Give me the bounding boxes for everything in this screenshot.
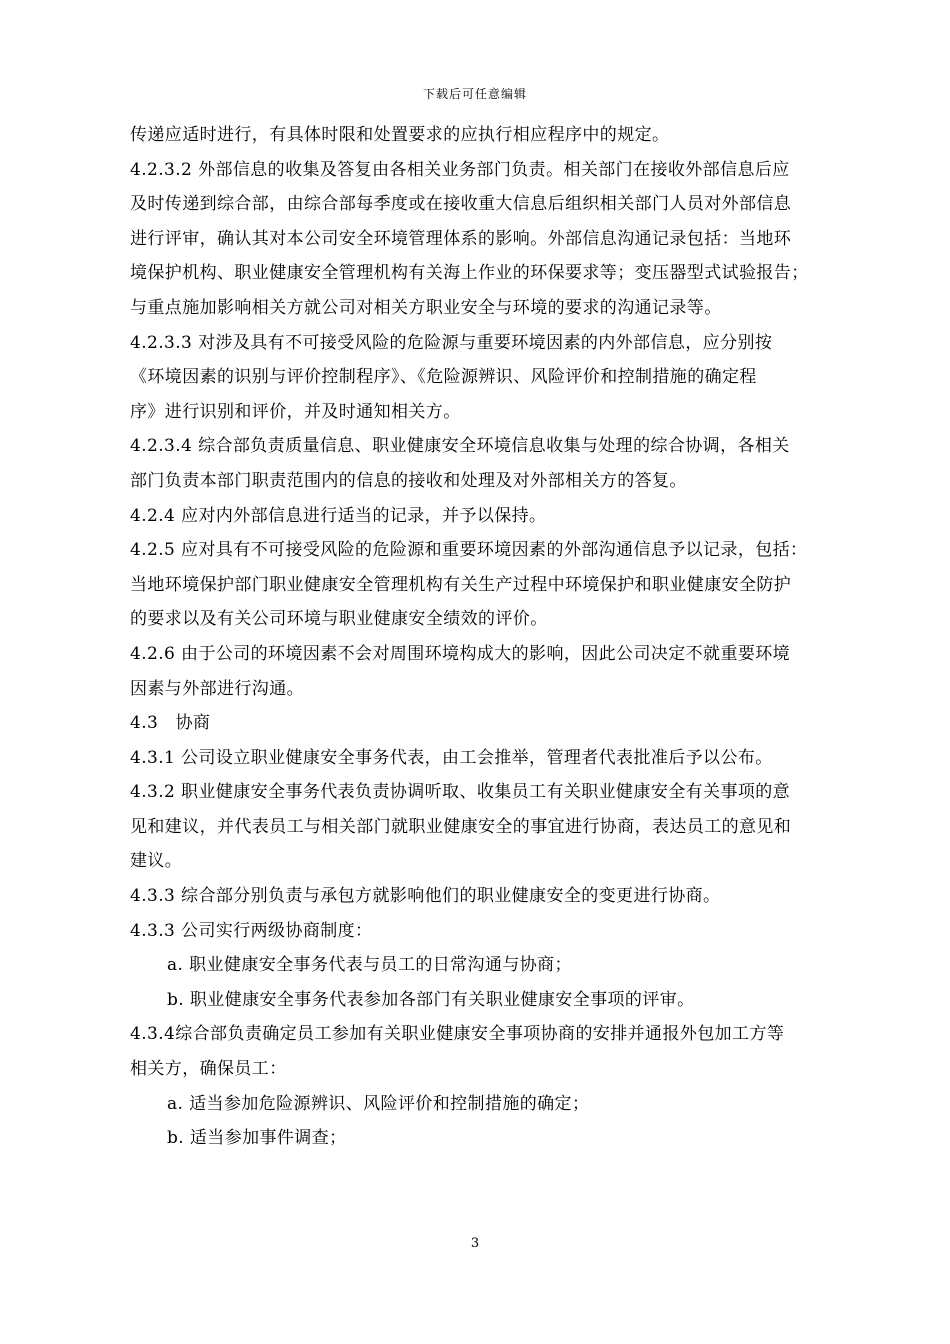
- list-item: b. 适当参加事件调查；: [167, 1128, 347, 1149]
- text-line: 与重点施加影响相关方就公司对相关方职业安全与环境的要求的沟通记录等。: [130, 297, 722, 318]
- list-item: a. 职业健康安全事务代表与员工的日常沟通与协商；: [167, 955, 572, 976]
- text-line: 《环境因素的识别与评价控制程序》、《危险源辨识、风险评价和控制措施的确定程: [130, 367, 757, 388]
- text-line: 4.2.3.2 外部信息的收集及答复由各相关业务部门负责。相关部门在接收外部信息后应: [130, 159, 790, 180]
- text-line: 4.3.4综合部负责确定员工参加有关职业健康安全事项协商的安排并通报外包加工方等: [130, 1024, 785, 1045]
- page-header: 下载后可任意编辑: [422, 87, 527, 101]
- text-line: 4.3.3 公司实行两级协商制度：: [130, 920, 373, 941]
- text-line: 4.3.3 综合部分别负责与承包方就影响他们的职业健康安全的变更进行协商。: [130, 886, 721, 907]
- text-line: 4.2.3.3 对涉及具有不可接受风险的危险源与重要环境因素的内外部信息，应分别按: [130, 332, 773, 353]
- text-line: 相关方，确保员工：: [130, 1059, 287, 1080]
- text-line: 当地环境保护部门职业健康安全管理机构有关生产过程中环境保护和职业健康安全防护: [130, 574, 792, 595]
- list-item: a. 适当参加危险源辨识、风险评价和控制措施的确定；: [167, 1093, 590, 1114]
- text-line: 建议。: [130, 851, 183, 872]
- text-line: 及时传递到综合部，由综合部每季度或在接收重大信息后组织相关部门人员对外部信息: [130, 194, 792, 215]
- text-line: 传递应适时进行，有具体时限和处置要求的应执行相应程序中的规定。: [130, 125, 670, 145]
- text-line: 4.3.2 职业健康安全事务代表负责协调听取、收集员工有关职业健康安全有关事项的意: [130, 782, 791, 803]
- text-line: 的要求以及有关公司环境与职业健康安全绩效的评价。: [130, 609, 548, 630]
- text-line: 4.2.5 应对具有不可接受风险的危险源和重要环境因素的外部沟通信息予以记录，包括：: [130, 540, 808, 561]
- text-line: 进行评审，确认其对本公司安全环境管理体系的影响。外部信息沟通记录包括：当地环: [130, 228, 792, 249]
- text-line: 4.2.3.4 综合部负责质量信息、职业健康安全环境信息收集与处理的综合协调，各相关: [130, 436, 790, 457]
- page-number: 3: [470, 1236, 480, 1251]
- text-line: 4.3.1 公司设立职业健康安全事务代表，由工会推举，管理者代表批准后予以公布。: [130, 747, 773, 768]
- text-line: 部门负责本部门职责范围内的信息的接收和处理及对外部相关方的答复。: [130, 470, 687, 491]
- text-line: 4.2.4 应对内外部信息进行适当的记录，并予以保持。: [130, 505, 547, 526]
- section-heading: 4.3 协商: [130, 713, 211, 734]
- document-body: [130, 118, 865, 1156]
- text-line: 见和建议，并代表员工与相关部门就职业健康安全的事宜进行协商，表达员工的意见和: [130, 816, 792, 837]
- text-line: 因素与外部进行沟通。: [130, 678, 304, 699]
- text-line: 4.2.6 由于公司的环境因素不会对周围环境构成大的影响，因此公司决定不就重要环境: [130, 643, 791, 664]
- text-line: 境保护机构、职业健康安全管理机构有关海上作业的环保要求等；变压器型式试验报告；: [130, 263, 809, 284]
- list-item: b. 职业健康安全事务代表参加各部门有关职业健康安全事项的评审。: [167, 989, 695, 1010]
- text-line: 序》进行识别和评价，并及时通知相关方。: [130, 401, 461, 422]
